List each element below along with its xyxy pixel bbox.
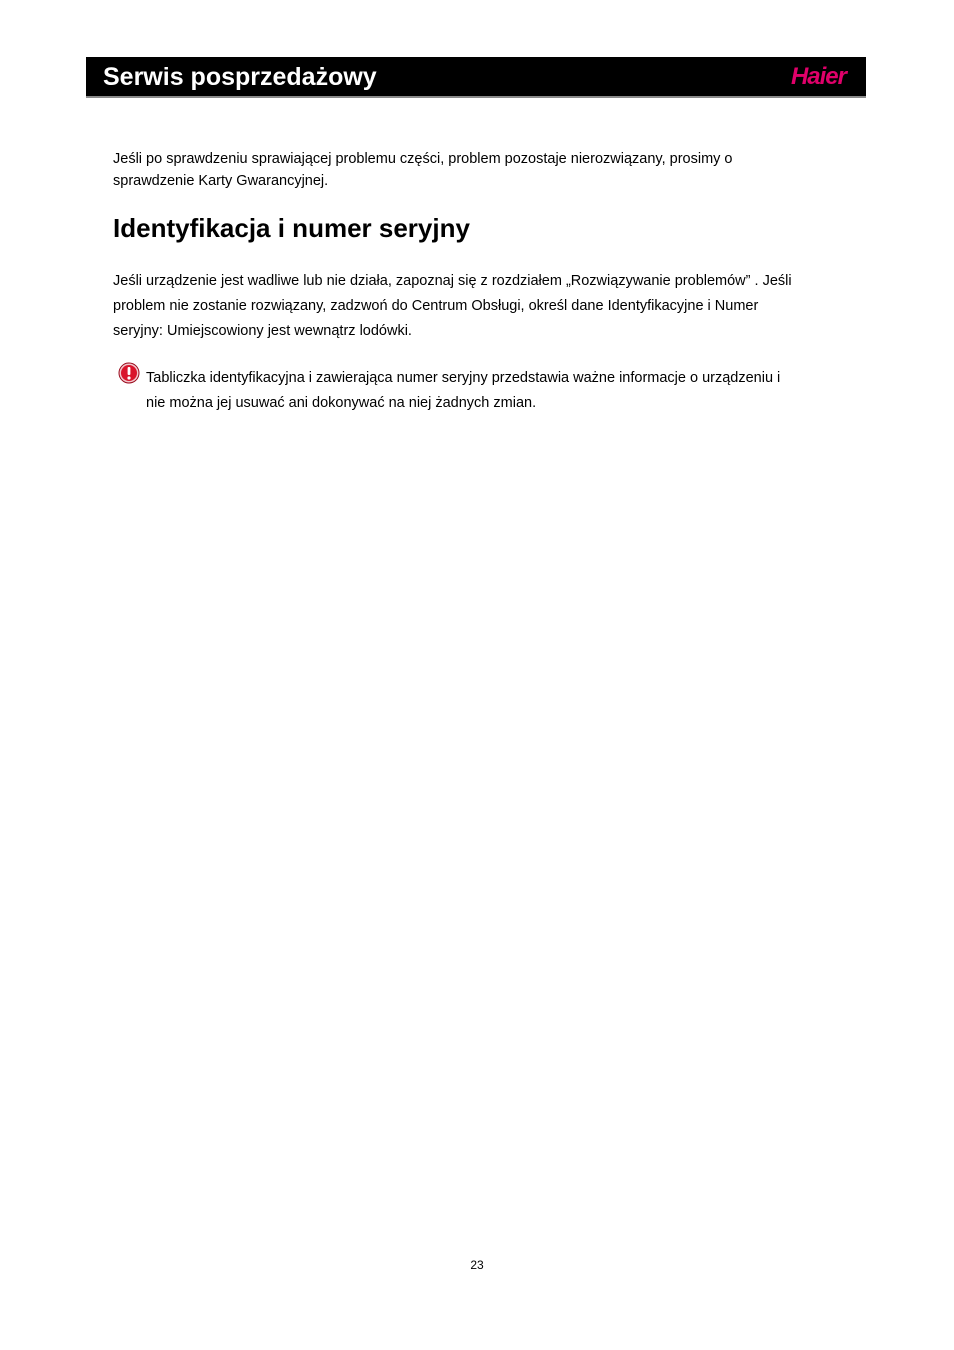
header-bar bbox=[86, 57, 866, 98]
page-number: 23 bbox=[470, 1258, 484, 1272]
brand-logo: Haier bbox=[790, 63, 846, 90]
intro-paragraph: Jeśli po sprawdzeniu sprawiającej problemu części, problem pozostaje nierozwiązany, prosimy o sprawdzenie Karty Gwarancyjnej. bbox=[113, 151, 733, 189]
section-heading: Identyfikacja i numer seryjny bbox=[113, 213, 470, 243]
section-body-paragraph: Jeśli urządzenie jest wadliwe lub nie działa, zapoznaj się z rozdziałem „Rozwiązywanie problemów” . Jeśli problem nie zostanie rozwiązany, zadzwoń do Centrum Obsługi, określ dane Identyfikacyjne i Numer seryjny: Umiejscowiony jest wewnątrz lodówki. bbox=[113, 273, 792, 339]
notice-paragraph: Tabliczka identyfikacyjna i zawierająca numer seryjny przedstawia ważne informacje o urządzeniu i nie można jej usuwać ani dokonywać na niej żadnych zmian. bbox=[146, 370, 781, 411]
page-title: Serwis posprzedażowy bbox=[103, 63, 377, 91]
warning-exclamation-icon bbox=[118, 362, 140, 384]
